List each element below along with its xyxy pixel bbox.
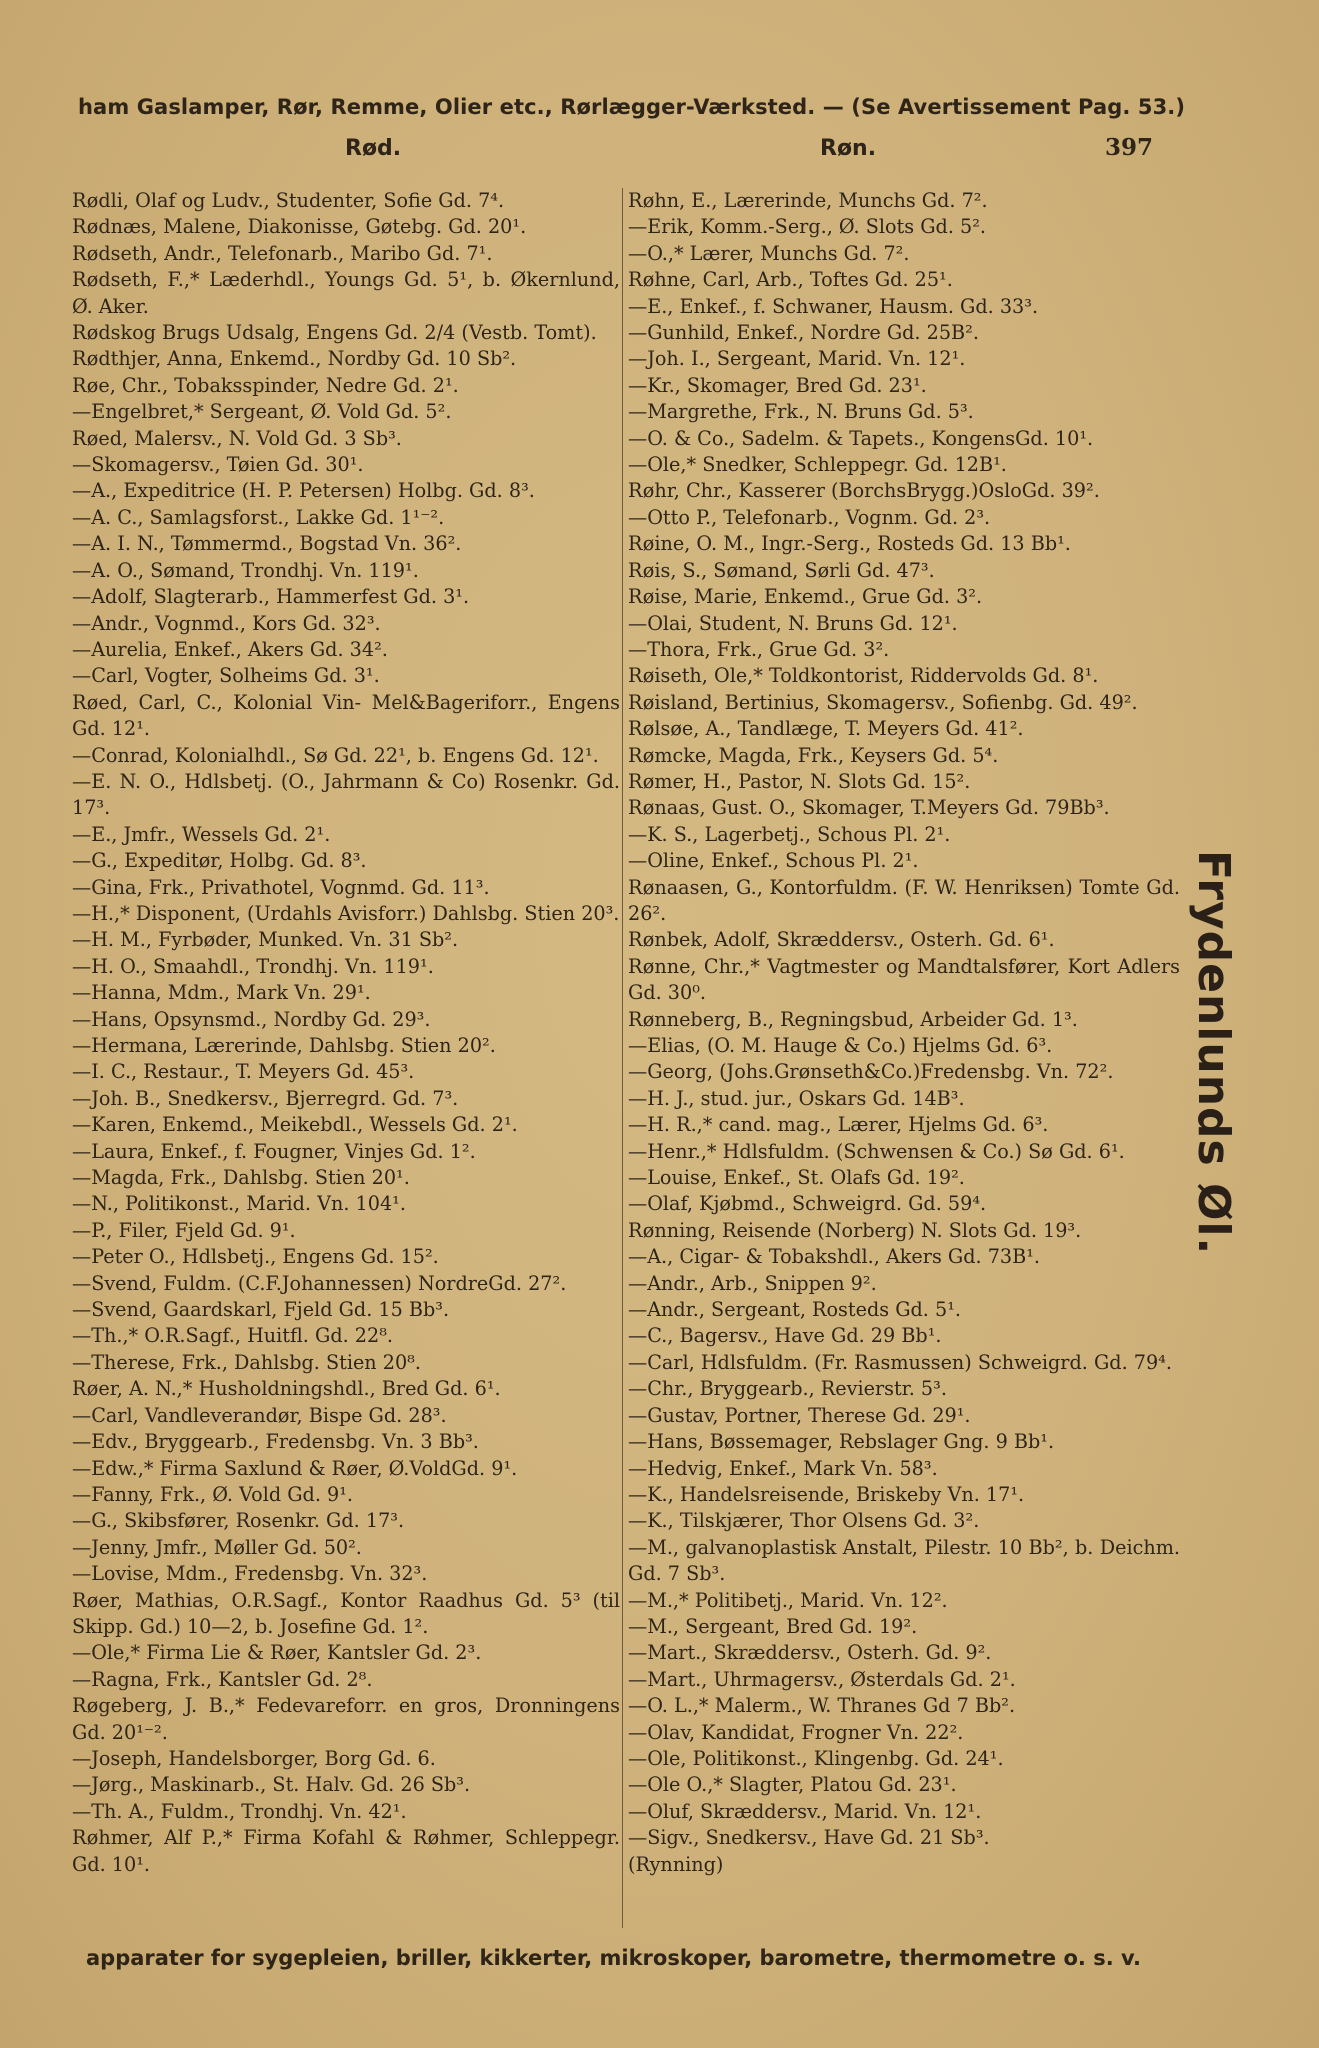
directory-entry: —Aurelia, Enkef., Akers Gd. 34². [72,637,388,661]
directory-entry: —Sigv., Snedkersv., Have Gd. 21 Sb³. [628,1826,990,1850]
directory-entry: —Georg, (Johs.Grønseth&Co.)Fredensbg. Vn. 72². [628,1060,1114,1084]
directory-entry: —M.,* Politibetj., Marid. Vn. 12². [628,1588,948,1612]
directory-entry: —P., Filer, Fjeld Gd. 9¹. [72,1218,296,1242]
directory-entry: Røe, Chr., Tobaksspinder, Nedre Gd. 2¹. [72,373,459,397]
right-column-header: Røn. [820,136,877,161]
directory-entry: —Gustav, Portner, Therese Gd. 29¹. [628,1403,971,1427]
column-divider [622,188,623,1928]
directory-entry: Røisland, Bertinius, Skomagersv., Sofienbg. Gd. 49². [628,690,1138,714]
directory-entry: —Svend, Fuldm. (C.F.Johannessen) NordreGd. 27². [72,1271,567,1295]
directory-entry: —O. L.,* Malerm., W. Thranes Gd 7 Bb². [628,1694,1016,1718]
directory-entry: Rømcke, Magda, Frk., Keysers Gd. 5⁴. [628,743,999,767]
directory-entry: Rødseth, F.,* Læderhdl., Youngs Gd. 5¹, b. Økernlund, Ø. Aker. [72,268,620,318]
directory-entry: —I. C., Restaur., T. Meyers Gd. 45³. [72,1060,415,1084]
directory-entry: —Louise, Enkef., St. Olafs Gd. 19². [628,1166,965,1190]
directory-entry: —Chr., Bryggearb., Revierstr. 5³. [628,1377,947,1401]
directory-entry: —Gunhild, Enkef., Nordre Gd. 25B². [628,321,979,345]
directory-entry: —Peter O., Hdlsbetj., Engens Gd. 15². [72,1245,439,1269]
right-column [628,188,1180,1878]
directory-entry: —Therese, Frk., Dahlsbg. Stien 20⁸. [72,1350,421,1374]
directory-entry: —Hedvig, Enkef., Mark Vn. 58³. [628,1456,938,1480]
directory-entry: —Oline, Enkef., Schous Pl. 2¹. [628,849,919,873]
directory-entry: Rønaas, Gust. O., Skomager, T.Meyers Gd. 79Bb³. [628,796,1110,820]
directory-entry: —Gina, Frk., Privathotel, Vognmd. Gd. 11³. [72,875,490,899]
directory-entry: —E. N. O., Hdlsbetj. (O., Jahrmann & Co) Rosenkr. Gd. 17³. [72,769,620,820]
directory-entry: (Rynning) [628,1852,724,1876]
directory-entry: —A., Expeditrice (H. P. Petersen) Holbg. Gd. 8³. [72,479,535,503]
directory-entry: Røhmer, Alf P.,* Firma Kofahl & Røhmer, Schleppegr. Gd. 10¹. [72,1826,620,1876]
directory-entry: Røiseth, Ole,* Toldkontorist, Riddervolds Gd. 8¹. [628,664,1099,688]
directory-entry: —Andr., Sergeant, Rosteds Gd. 5¹. [628,1298,962,1322]
directory-entry: —A. I. N., Tømmermd., Bogstad Vn. 36². [72,532,462,556]
directory-entry: —Olai, Student, N. Bruns Gd. 12¹. [628,611,958,635]
directory-entry: Rønning, Reisende (Norberg) N. Slots Gd. 19³. [628,1218,1082,1242]
directory-entry: —Hans, Opsynsmd., Nordby Gd. 29³. [72,1007,431,1031]
directory-entry: —Edw.,* Firma Saxlund & Røer, Ø.VoldGd. 9¹. [72,1456,518,1480]
directory-entry: —Th.,* O.R.Sagf., Huitfl. Gd. 22⁸. [72,1324,394,1348]
directory-entry: Røhn, E., Lærerinde, Munchs Gd. 7². [628,189,988,212]
directory-entry: —Fanny, Frk., Ø. Vold Gd. 9¹. [72,1482,354,1506]
directory-entry: —Olav, Kandidat, Frogner Vn. 22². [628,1720,964,1744]
directory-entry: Røer, A. N.,* Husholdningshdl., Bred Gd. 6¹. [72,1377,501,1401]
directory-entry: Rødthjer, Anna, Enkemd., Nordby Gd. 10 Sb². [72,347,517,371]
directory-entry: —K., Handelsreisende, Briskeby Vn. 17¹. [628,1482,1025,1506]
directory-entry: —Thora, Frk., Grue Gd. 3². [628,637,890,661]
directory-entry: Rødskog Brugs Udsalg, Engens Gd. 2/4 (Vestb. Tomt). [72,321,597,345]
directory-entry: Rønbek, Adolf, Skræddersv., Osterh. Gd. 6¹. [628,928,1055,952]
directory-entry: —Carl, Vandleverandør, Bispe Gd. 28³. [72,1403,447,1427]
directory-entry: —Joseph, Handelsborger, Borg Gd. 6. [72,1746,436,1770]
directory-entry: Rønaasen, G., Kontorfuldm. (F. W. Henriksen) Tomte Gd. 26². [628,875,1180,925]
directory-entry: —H.,* Disponent, (Urdahls Avisforr.) Dahlsbg. Stien 20³. [72,901,620,925]
directory-entry: Røis, S., Sømand, Sørli Gd. 47³. [628,558,935,582]
directory-entry: —Kr., Skomager, Bred Gd. 23¹. [628,373,927,397]
directory-entry: Røise, Marie, Enkemd., Grue Gd. 3². [628,585,983,609]
left-column [72,188,620,1878]
directory-entry: —Carl, Hdlsfuldm. (Fr. Rasmussen) Schweigrd. Gd. 79⁴. [628,1350,1172,1374]
directory-entry: —Ragna, Frk., Kantsler Gd. 2⁸. [72,1667,373,1691]
directory-entry: —Karen, Enkemd., Meikebdl., Wessels Gd. 2¹. [72,1113,518,1137]
directory-entry: —Skomagersv., Tøien Gd. 30¹. [72,453,364,477]
directory-entry: —Joh. I., Sergeant, Marid. Vn. 12¹. [628,347,966,371]
directory-entry: Røhne, Carl, Arb., Toftes Gd. 25¹. [628,268,953,292]
directory-entry: —Mart., Uhrmagersv., Østerdals Gd. 2¹. [628,1667,1016,1691]
directory-entry: —O.,* Lærer, Munchs Gd. 7². [628,241,910,265]
directory-entry: Rødnæs, Malene, Diakonisse, Gøtebg. Gd. 20¹. [72,215,527,239]
directory-entry: Rødseth, Andr., Telefonarb., Maribo Gd. 7¹. [72,241,493,265]
directory-entry: —Laura, Enkef., f. Fougner, Vinjes Gd. 1². [72,1139,476,1163]
directory-entry: —M., galvanoplastisk Anstalt, Pilestr. 10 Bb², b. Deichm. Gd. 7 Sb³. [628,1535,1180,1586]
directory-entry: —Andr., Vognmd., Kors Gd. 32³. [72,611,381,635]
directory-entry: —Joh. B., Snedkersv., Bjerregrd. Gd. 7³. [72,1086,459,1110]
side-advertisement: Frydenlunds Øl. [1188,850,1239,1256]
directory-entry: —Mart., Skræddersv., Osterh. Gd. 9². [628,1641,992,1665]
directory-entry: —Erik, Komm.-Serg., Ø. Slots Gd. 5². [628,215,987,239]
directory-entry: —Otto P., Telefonarb., Vognm. Gd. 2³. [628,505,991,529]
directory-entry: —Hanna, Mdm., Mark Vn. 29¹. [72,981,371,1005]
directory-entry: Røine, O. M., Ingr.-Serg., Rosteds Gd. 13 Bb¹. [628,532,1071,556]
directory-entry: Røed, Carl, C., Kolonial Vin- Mel&Bageriforr., Engens Gd. 12¹. [72,690,620,741]
page-number: 397 [1105,134,1154,161]
directory-entry: —Hermana, Lærerinde, Dahlsbg. Stien 20². [72,1034,496,1057]
directory-entry: —Margrethe, Frk., N. Bruns Gd. 5³. [628,400,974,424]
directory-entry: —H. O., Smaahdl., Trondhj. Vn. 119¹. [72,954,434,978]
directory-entry: Rønneberg, B., Regningsbud, Arbeider Gd. 1³. [628,1007,1078,1031]
directory-entry: —Hans, Bøssemager, Rebslager Gng. 9 Bb¹. [628,1430,1055,1454]
directory-entry: —Engelbret,* Sergeant, Ø. Vold Gd. 5². [72,400,452,424]
directory-entry: —G., Skibsfører, Rosenkr. Gd. 17³. [72,1509,405,1533]
directory-entry: —N., Politikonst., Marid. Vn. 104¹. [72,1192,406,1216]
directory-entry: —Elias, (O. M. Hauge & Co.) Hjelms Gd. 6³. [628,1034,1053,1057]
directory-entry: —C., Bagersv., Have Gd. 29 Bb¹. [628,1324,942,1348]
directory-entry: —H. J., stud. jur., Oskars Gd. 14B³. [628,1086,965,1110]
directory-entry: Røed, Malersv., N. Vold Gd. 3 Sb³. [72,426,402,450]
directory-entry: —Jørg., Maskinarb., St. Halv. Gd. 26 Sb³. [72,1773,471,1797]
directory-entry: —Ole, Politikonst., Klingenbg. Gd. 24¹. [628,1746,1004,1770]
directory-entry: —K., Tilskjærer, Thor Olsens Gd. 3². [628,1509,980,1533]
directory-entry: —H. R.,* cand. mag., Lærer, Hjelms Gd. 6³. [628,1113,1049,1137]
directory-entry: —Oluf, Skræddersv., Marid. Vn. 12¹. [628,1799,982,1823]
directory-entry: —E., Enkef., f. Schwaner, Hausm. Gd. 33³. [628,294,1039,318]
directory-entry: —Henr.,* Hdlsfuldm. (Schwensen & Co.) Sø Gd. 6¹. [628,1139,1125,1163]
directory-entry: —Th. A., Fuldm., Trondhj. Vn. 42¹. [72,1799,407,1823]
directory-entry: —Ole,* Snedker, Schleppegr. Gd. 12B¹. [628,453,1007,477]
directory-entry: —A. C., Samlagsforst., Lakke Gd. 1¹⁻². [72,505,445,529]
directory-entry: —Olaf, Kjøbmd., Schweigrd. Gd. 59⁴. [628,1192,987,1216]
directory-entry: —Adolf, Slagterarb., Hammerfest Gd. 3¹. [72,585,470,609]
top-advertisement-line: ham Gaslamper, Rør, Remme, Olier etc., Rørlægger-Værksted. — (Se Avertissement Pag. 53.) [78,95,1186,119]
directory-entry: —O. & Co., Sadelm. & Tapets., KongensGd. 10¹. [628,426,1094,450]
left-column-header: Rød. [345,136,402,161]
directory-entry: Røhr, Chr., Kasserer (BorchsBrygg.)OsloGd. 39². [628,479,1100,503]
directory-entry: Røer, Mathias, O.R.Sagf., Kontor Raadhus Gd. 5³ (til Skipp. Gd.) 10—2, b. Josefine Gd. 1². [72,1588,620,1638]
directory-entry: —A. O., Sømand, Trondhj. Vn. 119¹. [72,558,419,582]
directory-entry: —Edv., Bryggearb., Fredensbg. Vn. 3 Bb³. [72,1430,479,1454]
directory-entry: Rønne, Chr.,* Vagtmester og Mandtalsfører, Kort Adlers Gd. 30⁰. [628,954,1180,1005]
bottom-advertisement-line: apparater for sygepleien, briller, kikkerter, mikroskoper, barometre, thermometre o. s. v. [86,1946,1141,1970]
directory-entry: —Ole,* Firma Lie & Røer, Kantsler Gd. 2³. [72,1641,482,1665]
directory-entry: —Jenny, Jmfr., Møller Gd. 50². [72,1535,362,1559]
directory-entry: —Carl, Vogter, Solheims Gd. 3¹. [72,664,380,688]
directory-entry: —Andr., Arb., Snippen 9². [628,1271,877,1295]
directory-entry: —Magda, Frk., Dahlsbg. Stien 20¹. [72,1166,410,1190]
directory-entry: Rødli, Olaf og Ludv., Studenter, Sofie Gd. 7⁴. [72,189,505,212]
directory-entry: Rølsøe, A., Tandlæge, T. Meyers Gd. 41². [628,717,1024,741]
directory-entry: —Svend, Gaardskarl, Fjeld Gd. 15 Bb³. [72,1298,450,1322]
directory-entry: —Conrad, Kolonialhdl., Sø Gd. 22¹, b. Engens Gd. 12¹. [72,743,599,767]
directory-entry: —Ole O.,* Slagter, Platou Gd. 23¹. [628,1773,957,1797]
directory-entry: Rømer, H., Pastor, N. Slots Gd. 15². [628,769,971,793]
directory-entry: —K. S., Lagerbetj., Schous Pl. 2¹. [628,822,951,846]
directory-entry: —H. M., Fyrbøder, Munked. Vn. 31 Sb². [72,928,459,952]
directory-entry: —Lovise, Mdm., Fredensbg. Vn. 32³. [72,1562,428,1586]
directory-entry: —M., Sergeant, Bred Gd. 19². [628,1614,918,1638]
directory-entry: Røgeberg, J. B.,* Fedevareforr. en gros, Dronningens Gd. 20¹⁻². [72,1694,620,1744]
directory-entry: —A., Cigar- & Tobakshdl., Akers Gd. 73B¹. [628,1245,1041,1269]
directory-entry: —E., Jmfr., Wessels Gd. 2¹. [72,822,331,846]
directory-entry: —G., Expeditør, Holbg. Gd. 8³. [72,849,367,873]
